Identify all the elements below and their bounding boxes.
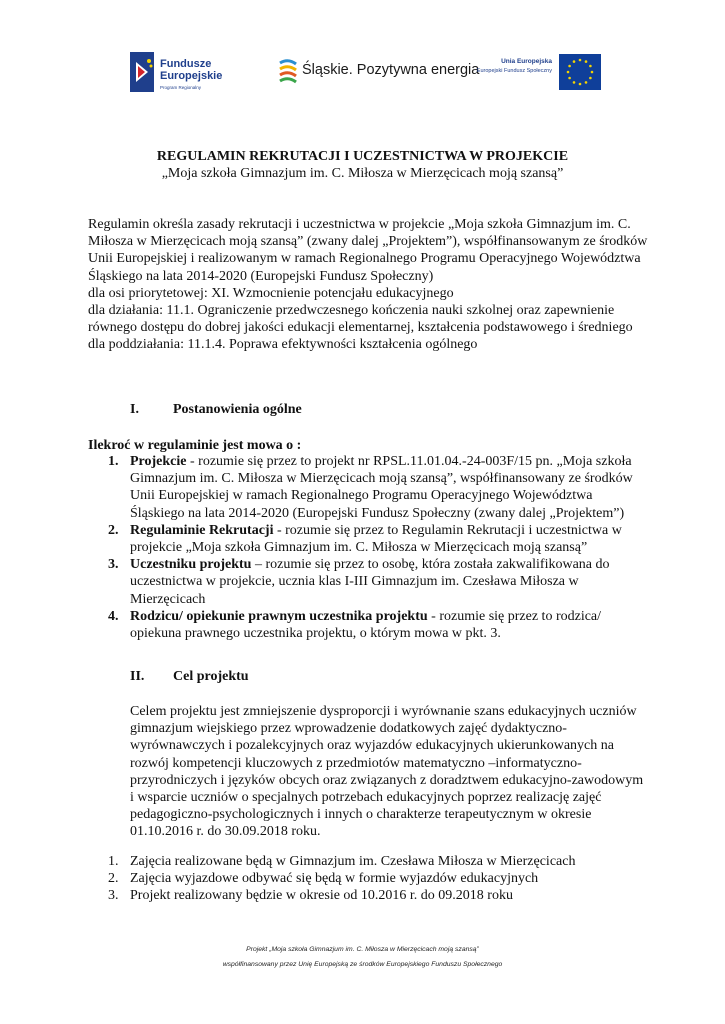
- definition-item: [88, 453, 648, 522]
- definition-term: Uczestniku projektu: [130, 557, 252, 573]
- definition-number: 4.: [108, 608, 119, 624]
- fundusze-europejskie-icon: [130, 52, 154, 92]
- footer-line1: Projekt „Moja szkoła Gimnazjum im. C. Miłosza w Mierzęcicach moją szansą”: [246, 946, 479, 953]
- fe-logo-line1: Fundusze: [160, 58, 212, 70]
- goal-paragraph: Celem projektu jest zmniejszenie dysproporcji i wyrównanie szans edukacyjnych uczniów gimnazjum wiejskiego przez wprowadzenie dodatkowych zajęć dydaktyczno-wyrównawczych i pozalekcyjnych oraz wyjazdów edukacyjnych ukierunkowanych na rozwój kompetencji kluczowych z przedmiotów matematyczno –informatyczno-przyrodniczych i języków obcych oraz związanych z doradztwem edukacyjno-zawodowym i wsparcie uczniów o specjalnych potrzebach edukacyjnych poprzez realizację zajęć pedagogiczno-psychologicznych i innych o charakterze terapeutycznym w okresie 01.10.2016 r. do 30.09.2018 roku.: [130, 704, 644, 840]
- definition-text: - rozumie się przez to Regulamin Rekrutacji i uczestnictwa w projekcie „Moja szkoła Gimnazjum im. C. Miłosza w Mierzęcicach moją szansą”: [130, 522, 622, 556]
- definition-text: - rozumie się przez to rodzica/ opiekuna prawnego uczestnika projektu, o którym mowa w pkt. 3.: [130, 608, 602, 642]
- definitions-list: [88, 453, 648, 642]
- item-text: Zajęcia wyjazdowe odbywać się będą w formie wyjazdów edukacyjnych: [130, 871, 539, 887]
- slaskie-logo: [277, 58, 480, 88]
- item-number: 3.: [108, 888, 119, 904]
- definition-item: [88, 522, 648, 556]
- unia-europejska-logo: [476, 52, 606, 96]
- footer-line2: współfinansowany przez Unię Europejską ze środków Europejskiego Funduszu Społecznego: [222, 961, 503, 968]
- document-subtitle: „Moja szkoła Gimnazjum im. C. Miłosza w Mierzęcicach moją szansą”: [161, 166, 564, 181]
- definition-text: – rozumie się przez to osobę, która została zakwalifikowana do uczestnictwa w projekcie, ucznia klas I-III Gimnazjum im. Czesława Miłosza w Mierzęcicach: [130, 557, 610, 607]
- definition-item: [88, 556, 648, 608]
- fundusze-europejskie-logo: [130, 52, 230, 98]
- ue-logo-line2: Europejski Fundusz Społeczny: [476, 68, 552, 74]
- ue-logo-line1: Unia Europejska: [501, 58, 552, 65]
- header-logos: [0, 50, 725, 100]
- document-title: REGULAMIN REKRUTACJI I UCZESTNICTWA W PROJEKCIE: [156, 149, 569, 164]
- item-text: Projekt realizowany będzie w okresie od 10.2016 r. do 09.2018 roku: [130, 888, 513, 904]
- definition-number: 1.: [108, 454, 119, 469]
- definitions-title: Ilekroć w regulaminie jest mowa o :: [88, 438, 302, 453]
- project-items-list: [88, 853, 648, 905]
- page-footer: [0, 942, 725, 972]
- list-item: [88, 887, 648, 904]
- slaskie-icon: [277, 58, 299, 86]
- section-heading-1: [130, 401, 430, 419]
- item-text: Zajęcia realizowane będą w Gimnazjum im. Czesława Miłosza w Mierzęcicach: [130, 854, 576, 869]
- list-item: [88, 870, 648, 887]
- intro-action: dla działania: 11.1. Ograniczenie przedwczesnego kończenia nauki szkolnej oraz zapewnienie równego dostępu do dobrej jakości edukacji elementarnej, kształcenia podstawowego i średniego: [88, 303, 633, 336]
- item-number: 2.: [108, 871, 119, 887]
- intro-axis: dla osi priorytetowej: XI. Wzmocnienie potencjału edukacyjnego: [88, 285, 454, 301]
- section-1-number: I.: [130, 402, 139, 417]
- definition-text: - rozumie się przez to projekt nr RPSL.11.01.04.-24-003F/15 pn. „Moja szkoła Gimnazjum im. C. Miłosza w Mierzęcicach moją szansą”, współfinansowany ze środków Unii Europejskiej w ramach Regionalnego Programu Operacyjnego Województwa Śląskiego na lata 2014-2020 (Europejski Fundusz Społeczny (zwany dalej „Projektem”): [130, 454, 633, 521]
- list-item: [88, 853, 648, 870]
- definition-item: [88, 608, 648, 642]
- section-heading-2: [130, 668, 430, 686]
- definition-term: Regulaminie Rekrutacji: [130, 522, 274, 538]
- definition-term: Projekcie: [130, 454, 187, 469]
- intro-block: [88, 216, 648, 354]
- item-number: 1.: [108, 854, 119, 869]
- fe-logo-line3: Program Regionalny: [160, 85, 202, 90]
- intro-subaction: dla poddziałania: 11.1.4. Poprawa efektywności kształcenia ogólnego: [88, 337, 478, 353]
- definition-number: 2.: [108, 522, 119, 538]
- intro-paragraph: Regulamin określa zasady rekrutacji i uczestnictwa w projekcie „Moja szkoła Gimnazjum im. C. Miłosza w Mierzęcicach moją szansą” (zwany dalej „Projektem”), współfinansowanym ze środków Unii Europejskiej i realizowanym w ramach Regionalnego Programu Operacyjnego Województwa Śląskiego na lata 2014-2020 (Europejski Fundusz Społeczny): [88, 217, 648, 284]
- eu-flag-icon: [559, 54, 601, 90]
- section-1-label: Postanowienia ogólne: [173, 402, 302, 417]
- fe-logo-line2: Europejskie: [160, 70, 223, 82]
- definition-term: Rodzicu/ opiekunie prawnym uczestnika projektu: [130, 608, 428, 624]
- slaskie-logo-text: Śląskie. Pozytywna energia: [302, 62, 480, 78]
- section-2-label: Cel projektu: [173, 669, 249, 684]
- definition-number: 3.: [108, 557, 119, 573]
- section-2-number: II.: [130, 669, 145, 684]
